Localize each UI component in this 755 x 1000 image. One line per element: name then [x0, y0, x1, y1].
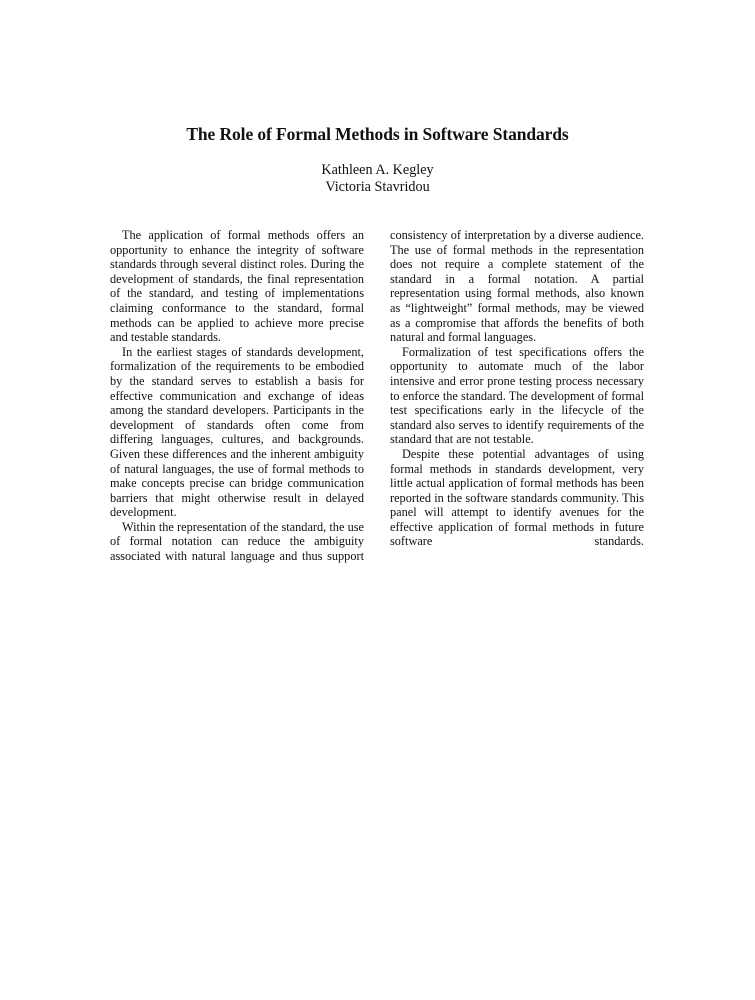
paragraph: Despite these potential advantages of using formal methods in standards development, very little actual application of formal methods has been reported in the software standards community. This panel will attempt to identify avenues for the effective application of formal methods in future software standards. [390, 446, 644, 549]
paragraph: The application of formal methods offers an opportunity to enhance the integrity of software standards through several distinct roles. During the development of standards, the final representation of the standard, and testing of implementations claiming conformance to the standard, formal methods can be applied to achieve more precise and testable standards. [110, 228, 364, 345]
paragraph-continued: consistency of interpretation by a diverse audience. The use of formal methods in the representation does not require a complete statement of the standard in a formal notation. A partial representation using formal methods, also known as “lightweight” formal methods, may be viewed as a compromise that affords the benefits of both natural and formal languages. [390, 228, 644, 345]
paragraph: In the earliest stages of standards development, formalization of the requirements to be embodied by the standard serves to establish a basis for effective communication and exchange of ideas among the standard developers. Participants in the development of standards often come from differing languages, cultures, and backgrounds. Given these differences and the inherent ambiguity of natural languages, the use of formal methods to make concepts precise can bridge communication barriers that might otherwise result in delayed development. [110, 344, 364, 520]
author-list [0, 162, 755, 196]
author-name: Victoria Stavridou [325, 179, 430, 195]
left-column [110, 228, 364, 564]
paper-title: The Role of Formal Methods in Software Standards [186, 124, 569, 144]
author-name: Kathleen A. Kegley [321, 162, 434, 178]
paragraph: Formalization of test specifications offers the opportunity to automate much of the labor intensive and error prone testing process necessary to enforce the standard. The development of formal test specifications early in the lifecycle of the standard also serves to identify requirements of the standard that are not testable. [390, 344, 644, 447]
right-column [390, 228, 644, 549]
paragraph: Within the representation of the standard, the use of formal notation can reduce the ambiguity associated with natural language and thus support [110, 519, 364, 564]
